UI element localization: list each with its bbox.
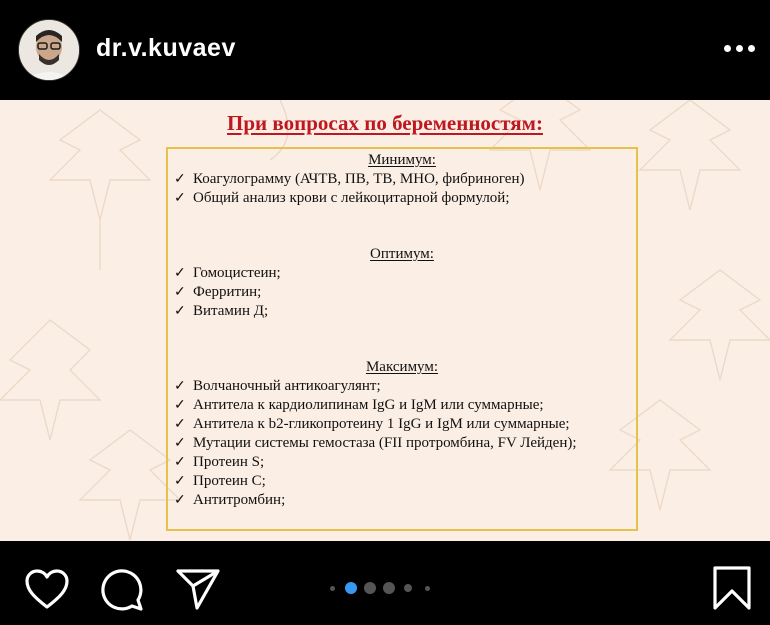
list-item: ✓ Коагулограмму (АЧТВ, ПВ, ТВ, МНО, фибриноген) [174,171,525,187]
post-image[interactable] [0,100,770,541]
checkmark-icon: ✓ [174,398,186,413]
heart-icon[interactable] [24,568,70,610]
checkmark-icon: ✓ [174,285,186,300]
checkmark-icon: ✓ [174,191,186,206]
list-item: ✓ Протеин С; [174,473,266,489]
list-item: ✓ Волчаночный антикоагулянт; [174,378,381,394]
carousel-dot [404,584,412,592]
username[interactable]: dr.v.kuvaev [96,34,236,62]
list-item: ✓ Витамин Д; [174,303,269,319]
carousel-dot [364,582,376,594]
action-bar [0,541,770,625]
slide-title: При вопросах по беременностям: [227,111,543,135]
checkmark-icon: ✓ [174,417,186,432]
bookmark-icon[interactable] [712,565,752,611]
checkmark-icon: ✓ [174,474,186,489]
section-list-maximum [174,377,577,510]
checkmark-icon: ✓ [174,493,186,508]
avatar-portrait-icon [19,20,79,80]
carousel-indicator [326,581,450,595]
list-item: ✓ Мутации системы гемостаза (FII протромбина, FV Лейден); [174,435,577,451]
section-heading-maximum: Максимум: [365,359,439,375]
checkmark-icon: ✓ [174,379,186,394]
section-list-minimum [174,170,524,208]
carousel-dot [330,586,335,591]
checkmark-icon: ✓ [174,455,186,470]
section-list-optimum [174,264,281,321]
post-header [0,0,770,100]
list-item: ✓ Ферритин; [174,284,262,300]
checkmark-icon: ✓ [174,436,186,451]
list-item: ✓ Гомоцистеин; [174,265,281,281]
list-item: ✓ Протеин S; [174,454,265,470]
section-heading-optimum: Оптимум: [370,246,434,262]
carousel-dot [425,586,430,591]
comment-icon[interactable] [99,567,145,613]
carousel-dot [345,582,357,594]
list-item: ✓ Антитела к b2-гликопротеину 1 IgG и IgM или суммарные; [174,416,570,432]
list-item: ✓ Общий анализ крови с лейкоцитарной формулой; [174,190,510,206]
section-heading-minimum: Минимум: [368,152,436,168]
more-options-icon[interactable] [724,45,756,55]
checkmark-icon: ✓ [174,304,186,319]
checkmark-icon: ✓ [174,172,186,187]
paper-plane-icon[interactable] [175,567,221,611]
tests-box [166,147,638,531]
list-item: ✓ Антитромбин; [174,492,286,508]
list-item: ✓ Антитела к кардиолипинам IgG и IgM или суммарные; [174,397,544,413]
carousel-dot [383,582,395,594]
checkmark-icon: ✓ [174,266,186,281]
profile-avatar[interactable] [18,19,80,81]
